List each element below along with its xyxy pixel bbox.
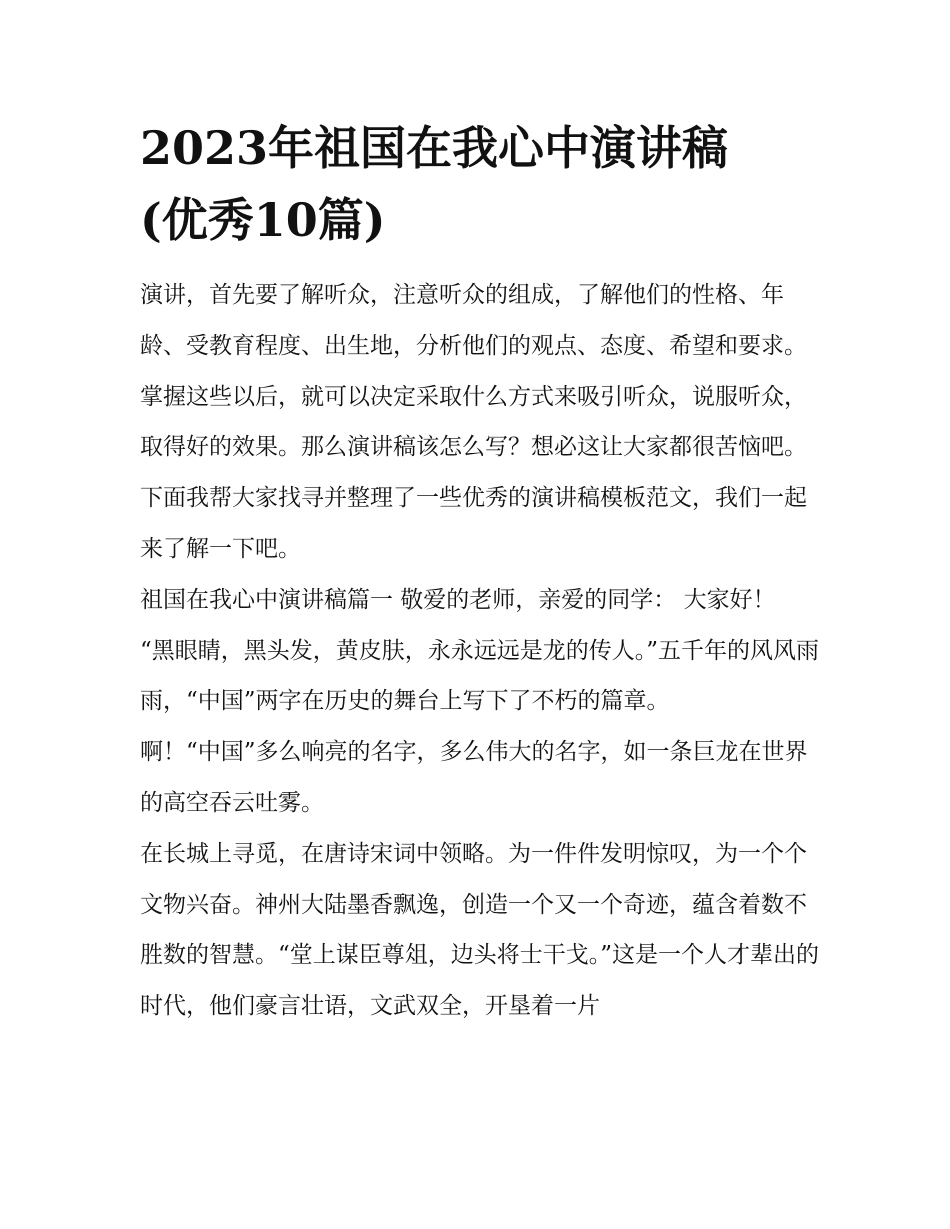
paragraph-greeting: 祖国在我心中演讲稿篇一 敬爱的老师，亲爱的同学： 大家好！ — [140, 586, 776, 613]
document-title — [140, 112, 820, 256]
document-page — [140, 112, 820, 1032]
title-line-2: (优秀10篇) — [140, 193, 386, 247]
title-line-1: 2023年祖国在我心中演讲稿 — [140, 121, 729, 175]
paragraph-china: 啊！“中国”多么响亮的名字，多么伟大的名字，如一条巨龙在世界的高空吞云吐雾。 — [140, 739, 808, 816]
paragraph-history: 在长城上寻觅，在唐诗宋词中领略。为一件件发明惊叹，为一个个文物兴奋。神州大陆墨香飘逸，创造一个又一个奇迹，蕴含着数不胜数的智慧。“堂上谋臣尊俎，边头将士干戈。”这是一个人才辈出的时代，他们豪言壮语，文武双全，开垦着一片 — [140, 840, 820, 1020]
document-body — [140, 270, 820, 1032]
paragraph-quote: “黑眼睛，黑头发，黄皮肤，永永远远是龙的传人。”五千年的风风雨雨，“中国”两字在历史的舞台上写下了不朽的篇章。 — [140, 637, 820, 715]
paragraph-intro: 演讲，首先要了解听众，注意听众的组成，了解他们的性格、年龄、受教育程度、出生地，分析他们的观点、态度、希望和要求。掌握这些以后，就可以决定采取什么方式来吸引听众，说服听众，取得好的效果。那么演讲稿该怎么写？想必这让大家都很苦恼吧。下面我帮大家找寻并整理了一些优秀的演讲稿模板范文，我们一起来了解一下吧。 — [140, 282, 807, 562]
